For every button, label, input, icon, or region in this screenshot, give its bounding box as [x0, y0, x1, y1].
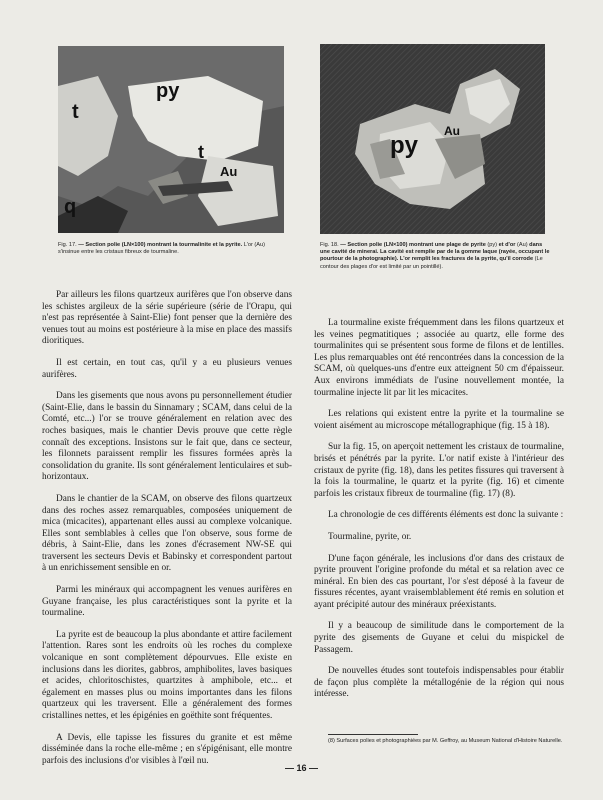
- footnote: (8) Surfaces polies et photographiées par M. Geffroy, au Museum National d'Histoire Naturelle.: [328, 738, 563, 744]
- label-py: py: [156, 80, 180, 102]
- label-q: q: [64, 196, 77, 218]
- paragraph: Il est certain, en tout cas, qu'il y a eu plusieurs venues aurifères.: [42, 357, 292, 380]
- label-t: t: [72, 101, 79, 123]
- figure-18-photo: [320, 44, 545, 234]
- paragraph: Tourmaline, pyrite, or.: [328, 531, 412, 542]
- micrograph-18: [320, 44, 545, 234]
- paragraph: Les relations qui existent entre la pyrite et la tourmaline se voient aisément au microscope métallographique (fig. 15 à 18).: [314, 409, 564, 431]
- paragraph: La pyrite est de beaucoup la plus abondante et attire facilement l'attention. Rares sont les endroits où les roches du complexe volcanique en sont complètement dépourvues. Elle existe en inclusions dans les diorites, gabbros, amphibolites, laves basiques et acides, chloritoschistes, quartzites à amphibole, etc... et également en masses plus ou moins importantes dans les filons quartzeux qui les traversent. Elle a généralement des formes cristallines nettes, et les épigénies en goëthite sont fréquentes.: [42, 629, 292, 721]
- paragraph: D'une façon générale, les inclusions d'or dans des cristaux de pyrite prouvent l'origine profonde du métal et sa relation avec ce minéral. En bien des cas pourtant, l'or s'est déposé à la faveur de fissures récentes, ayant vraisemblablement été remis en solution et ayant précipité autour des minéraux préexistants.: [314, 553, 564, 610]
- paragraph: Il y a beaucoup de similitude dans le comportement de la pyrite des gisements de Guyane et celui du mispickel de Passagem.: [314, 621, 564, 655]
- figure-17-caption: [58, 242, 286, 256]
- caption-text: (Le contour des plages d'or est limité par un pointillé).: [320, 256, 543, 270]
- right-column: [314, 318, 564, 711]
- micrograph-17: [58, 46, 284, 233]
- paragraph: Sur la fig. 15, on aperçoit nettement les cristaux de tourmaline, brisés et pénétrés par la pyrite. L'or natif existe à l'intérieur des cristaux de pyrite (fig. 18), dans les petites fissures qui traversent à la fois la tourmaline, le quartz et la pyrite (fig. 16) et cimente parfois les cristaux fibreux de tourmaline (fig. 17) (8).: [314, 442, 564, 499]
- paragraph: A Devis, elle tapisse les fissures du granite et est même disséminée dans la roche elle-même ; en s'épigénisant, elle montre parfois des inclusions d'or visibles à l'œil nu.: [42, 732, 292, 766]
- label-au: Au: [444, 124, 460, 138]
- page-number: — 16 —: [284, 763, 318, 773]
- figure-18-caption: [320, 242, 550, 271]
- figure-number: Fig. 17.: [58, 242, 77, 248]
- footnote-divider: [328, 734, 418, 735]
- paragraph: Dans les gisements que nous avons pu personnellement étudier (Saint-Elie, dans le bassin du Sinnamary ; SCAM, dans celui de la Comté, etc...) l'or se trouve généralement en relation avec des roches basiques, mais le chantier Devis prouve que cette règle connaît des exceptions. Insistons sur le fait que, dans ce secteur, les filonnets paraissent remplir les fissures formées après la consolidation du granite. Ils sont généralement lenticulaires et sub-horizontaux.: [42, 391, 292, 483]
- caption-text: (py): [485, 242, 499, 248]
- figure-number: Fig. 18.: [320, 242, 339, 248]
- label-t: t: [198, 142, 204, 162]
- caption-text: L'or (Au) s'insinue entre les cristaux fibreux de tourmaline.: [58, 242, 266, 256]
- caption-text: (Au): [515, 242, 530, 248]
- paragraph: La chronologie de ces différents éléments est donc la suivante :: [328, 510, 564, 521]
- caption-bold: — Section polie (LN×100) montrant une plage de pyrite: [338, 242, 486, 248]
- caption-bold: dans une cavité de minerai. La cavité est remplie par de la gomme laque (rayée, occupant le pourtour de la photographie). L'or remplit les fractures de la pyrite, qu'il corrode: [320, 242, 550, 263]
- label-au: Au: [220, 164, 238, 179]
- label-py: py: [390, 132, 419, 159]
- paragraph: Parmi les minéraux qui accompagnent les venues aurifères en Guyane française, les plus caractéristiques sont la pyrite et la tourmaline.: [42, 585, 292, 619]
- paragraph: Dans le chantier de la SCAM, on observe des filons quartzeux dans des roches assez remarquables, composées uniquement de mica (micacites), appartenant elles aussi au complexe volcanique. Elles sont semblables à celles que l'on observe, sous forme de débris, à Saint-Elie, dans les zones d'écrasement NW-SE qui traversent les secteurs Devis et Babinsky et correspondent partout à un enrichissement sensible en or.: [42, 493, 292, 574]
- paragraph: La tourmaline existe fréquemment dans les filons quartzeux et les veines pegmatitiques ; associée au quartz, elle forme des tourmalinites qui se présentent sous forme de filons et de lentilles. Les plus remarquables ont été rencontrées dans la concession de la SCAM, où quelques-uns d'entre eux atteignent 50 cm d'épaisseur. Aux environs immédiats de l'usine nouvellement montée, la tourmaline injecte lit par lit les micacites.: [314, 318, 564, 398]
- left-column: [42, 290, 292, 777]
- caption-bold: et d'or: [498, 242, 516, 248]
- caption-bold: — Section polie (LN×100) montrant la tourmalinite et la pyrite.: [76, 242, 243, 248]
- paragraph: Par ailleurs les filons quartzeux aurifères que l'on observe dans les schistes argileux de la série supérieure (série de l'Orapu, qui n'est pas représentée à Saint-Elie) font penser que la dernière des venues tout au moins est postérieure à la mise en place des massifs dioritiques.: [42, 290, 292, 347]
- paragraph: De nouvelles études sont toutefois indispensables pour établir de façon plus complète la métallogénie de la région qui nous intéresse.: [314, 666, 564, 700]
- figure-17-photo: [58, 46, 284, 233]
